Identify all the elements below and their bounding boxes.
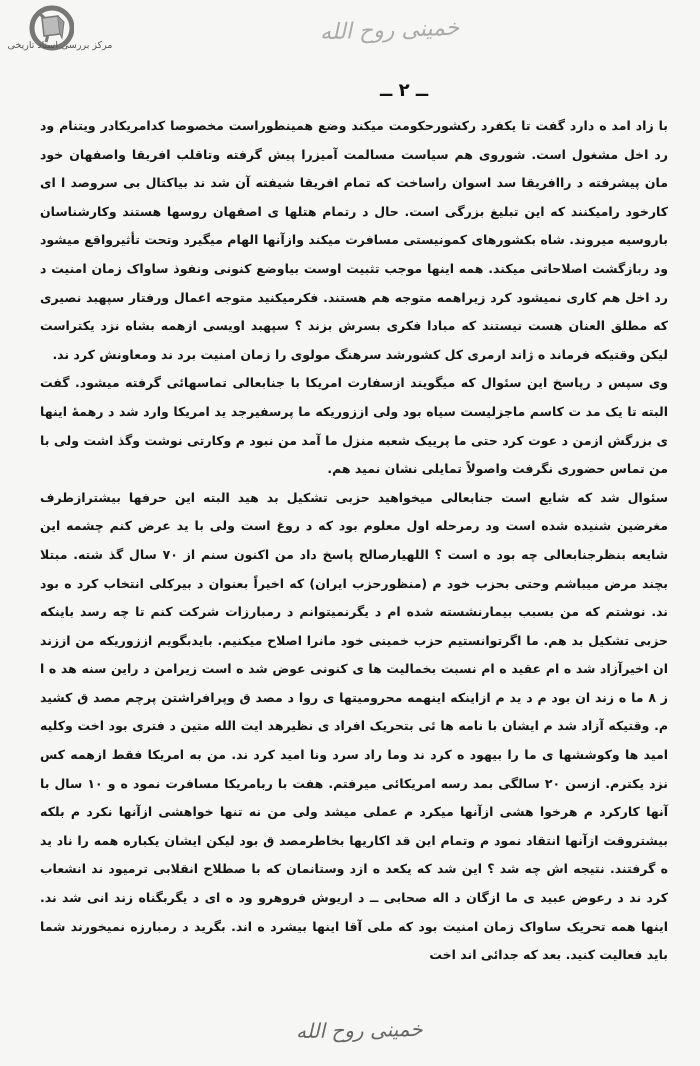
logo-caption: مرکز بررسی اسناد تاریخی <box>7 40 113 51</box>
paragraph-2: وی سپس د رپاسخ این سئوال که میگویند ازسفارت امریکا با جنابعالی تماسهائی گرفته میشود. گفت البته تا یک مد ت کاسم ماجزلیست سیاه بود ولی اززوریکه ما پرسفیرجد ید امریکا وارد شد د رهمهٔ اینها ی بزرگش ازمن د عوت کرد حتی ما پرییک شعبه منزل ما آمد من نبود م وکارتی نوشت وگذ اشت ولی با من تماس حضوری نگرفت واصولاً تمایلی نشان نمید هم. <box>40 375 668 477</box>
page-number: ــ ۲ ــ <box>380 80 429 101</box>
footer-handwritten-signature: خمینی روح الله <box>295 1016 423 1044</box>
paragraph-3: سئوال شد که شایع است جنابعالی میخواهید حزبی تشکیل بد هید البته این حرفها بیشترازطرف مغرضین شنیده شده است ود رمرحله اول معلوم بود که د روغ است ولی با ید عرض کنم چشمه این شایعه بنظرجنابعالی چه بود ه است ؟ اللهیارصالح پاسخ داد من اکنون سنم از ۷۰ سال گذ شته. مبتلا بچند مرض میباشم وحتی بحزب خود م (منظورحزب ایران) که اخیراً بعنوان د بیرکلی انتخاب کرد ه بود ند. نوشتم که من بسبب بیمارنشسته شده ام د یگرنمیتوانم د رمبارزات شرکت کنم تا چه رسد باینکه حزبی تشکیل بد هم. ما اگرتوانستیم حزب خمینی خود مانرا اصلاح میکنیم. بایدبگویم اززوریکه من اززند ان اخیرآزاد شد ه ام عقید ه ام نسبت بخمالیت ها ی کنونی عوض شد ه است زیرامن د راین سنه هد ه ا ز ۸ ما ه زند ان بود م د ید م ازاینکه اینهمه محرومیتها ی روا د مصد ق وپرافراشتن پرچم مصد ق کشید م. وقتیکه آزاد شد م ایشان با نامه ها ئی بتحریک افراد ی نظیرهد ایت الله متین د فتری بود اخت وکلیه امید ها وکوششها ی ما را بیهود ه کرد ند وما راد سرد ونا امید کرد ند. من به امریکا فقط ازهمه کس نزد یکترم. ازسن ۲۰ سالگی بمد رسه امریکائی میرفتم. هفت با ربامریکا مسافرت نمود ه و ۱۰ سال با آنها کارکرد م هرخوا هشی ازآنها میکرد م عملی میشد ولی من نه تنها خواهشی ازآنها نکرد م بلکه بیشتروقت ازآنها انتقاد نمود م وتمام این قد اکاریها بخاطرمصد ق بود لیکن ایشان یکباره همه را ناد ید ه گرفتند. نتیجه اش چه شد ؟ این شد که یکعد ه ازد وستانمان که با صطلاح انقلابی ترمیود ند انشعاب کرد ند د رعوض عبید ی ما ازگان د اله صحابی ــ د اریوش فروهرو ود ه ای د یگربگناه زند انی شد ند. اینها همه تحریک ساواک زمان امنیت بود که ملی آقا اینها بیشرد ه اند. بگرید د رمبارزه نمیخورند شما باید فعالیت کنید. بعد که جدائی اند اخت <box>40 489 669 963</box>
paragraph-1: با زاد امد ه دارد گفت تا یکفرد رکشورحکومت میکند وضع همینطوراست مخصوصا کدامریکادر ویتنام ود رد اخل مشغول است. شوروی هم سیاست مسالمت آمیزرا پیش گرفته وتاقلب افریقا واصفهان خود مان پیشرفته د راافریقا سد اسوان راساخت که تمام افریقا شیفته آن شد ند بیاکتال بی سروصد ا ای کارخود رامیکنند که این تبلیغ بزرگی است. حال د رتمام هتلها ی اصفهان روسها هستند وکارشناسان باروسیه میروند. شاه بکشورهای کمونیستی مسافرت میکند وازآنها الهام میگیرد وتحت تأثیرواقع میشود ود ربازگشت اصلاحاتی میکند. همه اینها موجب تثبیت اوست بیاوضع کنونی ونفوذ ساواک زمان امنیت د رد اخل هم کاری نمیشود کرد زیراهمه متوجه هم هستند. فکرمیکنید متوجه اعمال ورفتار سپهبد نصیری که مطلق العنان هست نیستند که مبادا فکری بسرش بزند ؟ سپهبد اویسی ازهمه بشاه نزد یکتراست لیکن وقتیکه فرماند ه ژاند ارمری کل کشورشد سرهنگ مولوی را زمان امنیت برد ند ومعاونش کرد ند. <box>40 118 668 362</box>
header-handwritten-signature: خمینی روح الله <box>319 15 460 46</box>
archive-logo-icon <box>18 4 74 60</box>
document-body <box>40 112 668 970</box>
